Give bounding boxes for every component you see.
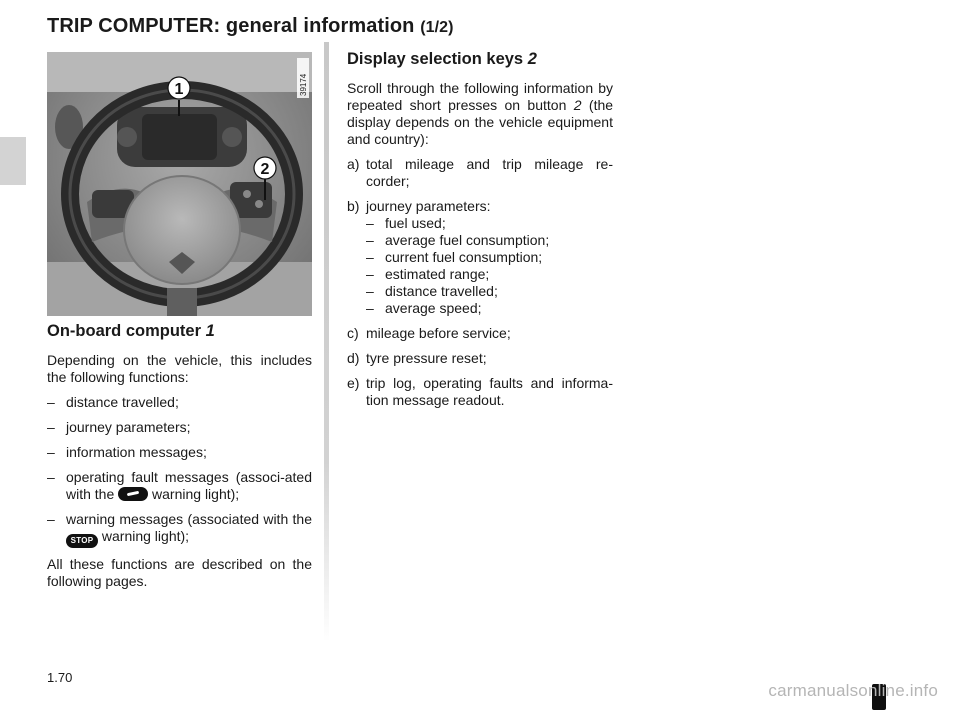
list-item: – journey parameters; xyxy=(47,419,191,435)
list-item: – distance travelled; xyxy=(47,394,179,410)
list-item: b) journey parameters: – fuel used; – average fuel consumption; – current fuel consumption; – estimated range; – distance travelled; – average speed; xyxy=(347,198,613,317)
stop-warning-icon: STOP xyxy=(66,534,98,548)
page-number: 1.70 xyxy=(47,670,73,685)
page-title xyxy=(47,15,454,38)
watermark: carmanualsonline.info xyxy=(768,681,938,700)
heading-ref-2: 2 xyxy=(527,50,537,68)
list-item: d) tyre pressure reset; xyxy=(347,350,487,366)
steering-wheel-illustration xyxy=(47,52,312,316)
list-item: e) trip log, operating faults and informa-tion message readout. xyxy=(347,375,613,408)
sub-list-item: – estimated range; xyxy=(366,266,490,282)
heading-ref-1: 1 xyxy=(205,322,215,340)
page-title-text: TRIP COMPUTER: general information xyxy=(47,15,415,37)
list-item: – information messages; xyxy=(47,444,207,460)
steering-wheel-figure xyxy=(47,52,312,316)
onboard-computer-heading: On-board computer 1 xyxy=(47,322,215,340)
warning-messages-item: – warning messages (associated with the STOP warning light); xyxy=(47,511,312,548)
sub-list-item: – average speed; xyxy=(366,300,482,316)
fault-messages-item: – operating fault messages (associ-ated with the warning light); xyxy=(47,469,312,502)
display-intro: Scroll through the following information by repeated short presses on button 2 (the display depends on the vehicle equipment and country): xyxy=(347,80,614,147)
sub-list-item: – average fuel consumption; xyxy=(366,232,550,248)
sub-list-item: – distance travelled; xyxy=(366,283,498,299)
right-column xyxy=(347,50,613,417)
callout-1: 1 xyxy=(174,81,184,98)
page-fraction: (1/2) xyxy=(420,19,454,36)
onboard-intro: Depending on the vehicle, this includes the following functions: xyxy=(47,352,312,385)
closing-text: All these functions are described on the following pages. xyxy=(47,556,312,589)
column-divider xyxy=(324,42,329,642)
left-column xyxy=(47,322,312,598)
figure-ref-code: 39174 xyxy=(299,73,308,96)
list-item: a) total mileage and trip mileage re-corder; xyxy=(347,156,613,189)
list-item: c) mileage before service; xyxy=(347,325,511,341)
sub-list-item: – fuel used; xyxy=(366,215,446,231)
sub-list-item: – current fuel consumption; xyxy=(366,249,543,265)
callout-2: 2 xyxy=(260,161,270,178)
display-selection-heading: Display selection keys 2 xyxy=(347,50,537,68)
wrench-warning-icon xyxy=(118,487,148,501)
section-tab xyxy=(0,137,26,185)
